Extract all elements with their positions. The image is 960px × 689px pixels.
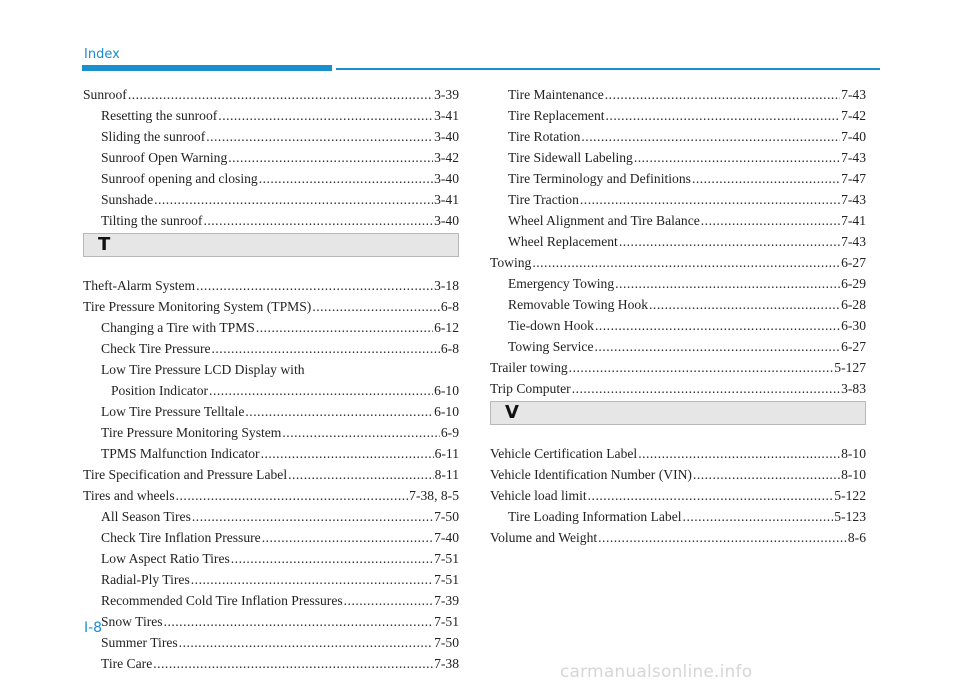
index-entry-text: Resetting the sunroof bbox=[101, 108, 218, 123]
index-entry-page: 6-27 bbox=[841, 255, 866, 270]
index-entry-page: 6-8 bbox=[440, 299, 459, 314]
index-entry-text: Tire Care bbox=[101, 656, 153, 671]
index-entry bbox=[83, 84, 459, 105]
index-entry bbox=[83, 317, 459, 338]
index-entry-page: 3-40 bbox=[434, 213, 459, 228]
index-entry-text: Tires and wheels bbox=[83, 488, 175, 503]
index-entry-leader bbox=[153, 653, 433, 674]
section-letter-t bbox=[83, 233, 459, 257]
index-entry-text: Tire Pressure Monitoring System (TPMS) bbox=[83, 299, 312, 314]
page-number: I-8 bbox=[84, 620, 103, 636]
index-entry-page: 6-11 bbox=[434, 446, 459, 461]
index-entry-text: Vehicle Identification Number (VIN) bbox=[490, 467, 692, 482]
index-entry-page: 7-39 bbox=[434, 593, 459, 608]
index-entry bbox=[490, 527, 866, 548]
index-entry-leader bbox=[245, 401, 433, 422]
index-entry-leader bbox=[128, 84, 433, 105]
index-entry-leader bbox=[619, 231, 840, 252]
index-entry-page: 8-6 bbox=[847, 530, 866, 545]
index-entry bbox=[83, 464, 459, 485]
index-entry bbox=[83, 485, 459, 506]
index-entry-leader bbox=[588, 485, 834, 506]
index-entry-text: Towing bbox=[490, 255, 532, 270]
index-entry-text: All Season Tires bbox=[101, 509, 191, 524]
index-entry-text: Tie-down Hook bbox=[508, 318, 594, 333]
index-entry-page: 7-43 bbox=[841, 150, 866, 165]
index-entry-text: Recommended Cold Tire Inflation Pressures bbox=[101, 593, 343, 608]
index-entry bbox=[490, 315, 866, 336]
index-entry-page: 8-10 bbox=[841, 467, 866, 482]
index-entry-text: Tire Maintenance bbox=[508, 87, 604, 102]
index-entry-page: 3-42 bbox=[434, 150, 459, 165]
index-entry-page: 7-38, 8-5 bbox=[409, 488, 459, 503]
index-entry-text: Vehicle load limit bbox=[490, 488, 587, 503]
index-entry-page: 7-47 bbox=[841, 171, 866, 186]
index-entry-text: Tire Specification and Pressure Label bbox=[83, 467, 288, 482]
index-entry-leader bbox=[231, 548, 433, 569]
index-entry-leader bbox=[606, 105, 841, 126]
index-entry-leader bbox=[288, 464, 433, 485]
index-entry-leader bbox=[615, 273, 840, 294]
index-entry-page: 7-40 bbox=[841, 129, 866, 144]
index-entry-leader bbox=[605, 84, 840, 105]
index-entry-leader bbox=[212, 338, 440, 359]
right-column bbox=[490, 84, 866, 548]
index-entry-page: 6-28 bbox=[841, 297, 866, 312]
index-entry-leader bbox=[176, 485, 409, 506]
watermark-text: carmanualsonline.info bbox=[560, 662, 753, 682]
index-entry-text: Removable Towing Hook bbox=[508, 297, 649, 312]
index-entry bbox=[83, 147, 459, 168]
index-entry bbox=[83, 401, 459, 422]
index-entry-leader bbox=[580, 189, 840, 210]
index-entry-leader bbox=[203, 210, 433, 231]
index-entry bbox=[83, 653, 459, 674]
index-entry-page: 5-127 bbox=[834, 360, 866, 375]
index-entry-page: 6-8 bbox=[440, 341, 459, 356]
index-entry-page: 6-29 bbox=[841, 276, 866, 291]
index-entry-text: Emergency Towing bbox=[508, 276, 615, 291]
index-entry-leader bbox=[634, 147, 840, 168]
index-entry-page: 3-40 bbox=[434, 171, 459, 186]
index-entry-text: Snow Tires bbox=[101, 614, 163, 629]
index-entry-leader bbox=[228, 147, 433, 168]
index-entry-page: 7-43 bbox=[841, 234, 866, 249]
index-entry-page: 6-10 bbox=[434, 404, 459, 419]
index-entry-page: 5-123 bbox=[834, 509, 866, 524]
index-entry-page: 6-9 bbox=[440, 425, 459, 440]
index-entry bbox=[83, 210, 459, 231]
index-entry-leader bbox=[692, 168, 840, 189]
header-rule-thin bbox=[336, 68, 880, 70]
index-entry-text: Position Indicator bbox=[111, 383, 209, 398]
index-entry bbox=[83, 632, 459, 653]
index-entry-page: 7-40 bbox=[434, 530, 459, 545]
index-entry bbox=[83, 569, 459, 590]
index-entry-page: 7-43 bbox=[841, 87, 866, 102]
index-entry bbox=[490, 336, 866, 357]
index-entry bbox=[490, 378, 866, 399]
index-entry-page: 7-51 bbox=[434, 572, 459, 587]
index-entry-leader bbox=[191, 569, 433, 590]
index-entry bbox=[83, 126, 459, 147]
index-entry-page: 7-43 bbox=[841, 192, 866, 207]
index-entry-page: 3-83 bbox=[841, 381, 866, 396]
index-entry-text: Tilting the sunroof bbox=[101, 213, 203, 228]
index-entry-leader bbox=[638, 443, 840, 464]
index-entry-text: Summer Tires bbox=[101, 635, 178, 650]
index-entry bbox=[490, 231, 866, 252]
index-entry bbox=[490, 294, 866, 315]
index-entry bbox=[490, 252, 866, 273]
index-entry bbox=[490, 84, 866, 105]
index-entry-page: 6-27 bbox=[841, 339, 866, 354]
index-entry-text: Low Tire Pressure LCD Display with bbox=[101, 362, 305, 377]
index-entry bbox=[83, 168, 459, 189]
index-entry-leader bbox=[262, 527, 433, 548]
index-entry bbox=[490, 506, 866, 527]
index-entry-text: Tire Loading Information Label bbox=[508, 509, 682, 524]
index-entry bbox=[490, 357, 866, 378]
index-entry-leader bbox=[598, 527, 847, 548]
index-entry-page: 3-39 bbox=[434, 87, 459, 102]
index-entry bbox=[83, 105, 459, 126]
index-entry bbox=[83, 527, 459, 548]
index-entry-leader bbox=[154, 189, 433, 210]
index-entry-text: Tire Replacement bbox=[508, 108, 605, 123]
index-entry-leader bbox=[206, 126, 433, 147]
index-entry-text: Sunroof Open Warning bbox=[101, 150, 228, 165]
index-entry-page: 6-10 bbox=[434, 383, 459, 398]
left-entries-after-t bbox=[83, 275, 459, 674]
index-entry-page: 7-50 bbox=[434, 635, 459, 650]
index-entry-leader bbox=[218, 105, 433, 126]
index-entry-leader bbox=[569, 357, 834, 378]
index-entry bbox=[83, 443, 459, 464]
index-entry bbox=[490, 189, 866, 210]
index-entry bbox=[83, 611, 459, 632]
index-entry-leader bbox=[532, 252, 840, 273]
index-entry bbox=[83, 422, 459, 443]
index-entry-text: Wheel Replacement bbox=[508, 234, 618, 249]
index-entry-leader bbox=[693, 464, 840, 485]
index-entry-text: Radial-Ply Tires bbox=[101, 572, 190, 587]
index-entry-text: Sliding the sunroof bbox=[101, 129, 206, 144]
right-entries-after-v bbox=[490, 443, 866, 548]
index-entry-page: 7-51 bbox=[434, 614, 459, 629]
section-letter-v-label: V bbox=[505, 402, 519, 423]
index-entry-page: 7-50 bbox=[434, 509, 459, 524]
index-entry-page: 3-41 bbox=[434, 192, 459, 207]
index-entry bbox=[83, 506, 459, 527]
index-entry-page: 3-18 bbox=[434, 278, 459, 293]
index-entry-leader bbox=[259, 168, 433, 189]
index-entry bbox=[83, 548, 459, 569]
index-entry-text: Low Tire Pressure Telltale bbox=[101, 404, 245, 419]
section-letter-v bbox=[490, 401, 866, 425]
index-entry-text: Trailer towing bbox=[490, 360, 568, 375]
index-entry-leader bbox=[683, 506, 834, 527]
index-entry-leader bbox=[595, 336, 841, 357]
index-entry-text: Towing Service bbox=[508, 339, 594, 354]
index-entry-leader bbox=[256, 317, 433, 338]
index-entry-text: Sunroof opening and closing bbox=[101, 171, 258, 186]
index-entry-text: Check Tire Pressure bbox=[101, 341, 211, 356]
index-entry bbox=[83, 296, 459, 317]
index-entry-text: Theft-Alarm System bbox=[83, 278, 196, 293]
index-entry-text: Sunroof bbox=[83, 87, 127, 102]
section-letter-t-label: T bbox=[98, 234, 111, 255]
index-entry-leader bbox=[179, 632, 433, 653]
index-entry-page: 8-10 bbox=[841, 446, 866, 461]
index-entry-leader bbox=[649, 294, 840, 315]
index-entry-text: Tire Terminology and Definitions bbox=[508, 171, 691, 186]
index-entry-text: Low Aspect Ratio Tires bbox=[101, 551, 230, 566]
index-entry bbox=[490, 273, 866, 294]
index-entry-page: 3-41 bbox=[434, 108, 459, 123]
index-entry-leader bbox=[344, 590, 433, 611]
index-entry bbox=[490, 147, 866, 168]
index-entry bbox=[83, 275, 459, 296]
index-entry bbox=[83, 338, 459, 359]
index-entry-text: Tire Traction bbox=[508, 192, 579, 207]
index-entry-leader bbox=[261, 443, 434, 464]
index-entry-leader bbox=[581, 126, 840, 147]
index-entry bbox=[490, 168, 866, 189]
index-entry-leader bbox=[312, 296, 440, 317]
index-entry-leader bbox=[192, 506, 433, 527]
index-entry-page: 3-40 bbox=[434, 129, 459, 144]
index-entry bbox=[490, 105, 866, 126]
index-entry bbox=[83, 359, 459, 380]
index-entry-leader bbox=[209, 380, 433, 401]
left-column bbox=[83, 84, 459, 674]
index-entry-page: 8-11 bbox=[434, 467, 459, 482]
index-entry bbox=[83, 189, 459, 210]
index-entry-text: Tire Sidewall Labeling bbox=[508, 150, 633, 165]
index-entry-text: Sunshade bbox=[101, 192, 154, 207]
index-entry-leader bbox=[196, 275, 433, 296]
index-entry-page: 5-122 bbox=[834, 488, 866, 503]
index-entry-text: Changing a Tire with TPMS bbox=[101, 320, 255, 335]
index-entry-page: 7-41 bbox=[841, 213, 866, 228]
index-entry bbox=[490, 485, 866, 506]
right-entries-before-v bbox=[490, 84, 866, 399]
index-entry bbox=[83, 380, 459, 401]
index-entry-leader bbox=[164, 611, 434, 632]
index-entry-leader bbox=[595, 315, 840, 336]
header-rule-thick bbox=[82, 65, 332, 71]
index-entry-text: Tire Rotation bbox=[508, 129, 581, 144]
index-entry-page: 7-38 bbox=[434, 656, 459, 671]
index-entry bbox=[490, 126, 866, 147]
index-entry-text: Check Tire Inflation Pressure bbox=[101, 530, 261, 545]
index-entry-leader bbox=[701, 210, 840, 231]
index-entry-page: 6-30 bbox=[841, 318, 866, 333]
index-entry-text: Wheel Alignment and Tire Balance bbox=[508, 213, 700, 228]
index-entry-leader bbox=[572, 378, 840, 399]
index-entry-text: Tire Pressure Monitoring System bbox=[101, 425, 282, 440]
index-entry bbox=[490, 210, 866, 231]
index-entry-text: TPMS Malfunction Indicator bbox=[101, 446, 260, 461]
index-header-title: Index bbox=[84, 47, 120, 62]
index-entry bbox=[83, 590, 459, 611]
index-entry-page: 6-12 bbox=[434, 320, 459, 335]
index-entry-page: 7-42 bbox=[841, 108, 866, 123]
index-entry-page: 7-51 bbox=[434, 551, 459, 566]
index-entry-text: Volume and Weight bbox=[490, 530, 598, 545]
index-entry-leader bbox=[282, 422, 439, 443]
index-entry-text: Vehicle Certification Label bbox=[490, 446, 638, 461]
index-entry bbox=[490, 464, 866, 485]
index-entry bbox=[490, 443, 866, 464]
left-entries-before-t bbox=[83, 84, 459, 231]
index-entry-text: Trip Computer bbox=[490, 381, 571, 396]
